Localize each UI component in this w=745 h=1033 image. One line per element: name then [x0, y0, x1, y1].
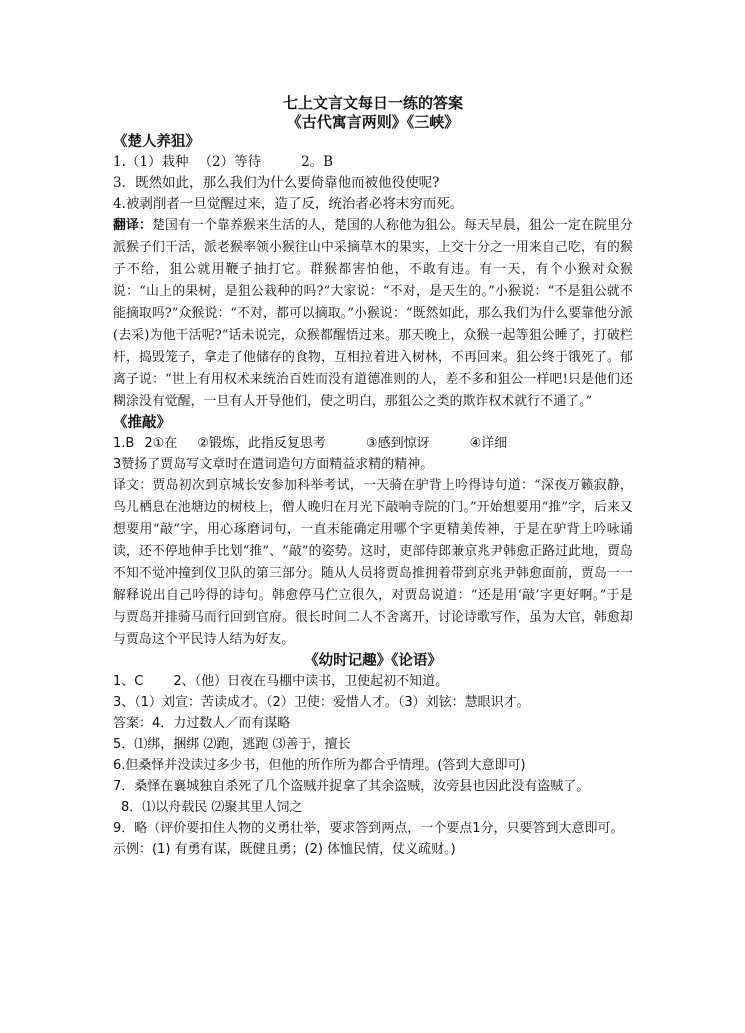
section-heading-tuiqiao: 《推敲》	[113, 414, 171, 431]
youshi-answer-8: 8．⑴以舟载民 ⑵聚其里人饲之	[121, 800, 303, 815]
youshi-answer-9: 9．略（评价要扣住人物的义勇壮举，要求答到两点，一个要点1分，只要答到大意即可。示例：(1) 有勇有谋，既健且勇；(2) 体恤民情，仗义疏财。)	[113, 821, 624, 857]
youshi-answer-4: 答案：4．力过数人／而有谋略	[113, 716, 291, 731]
youshi-answer-3: 3、（1）刘宣：苦读成才。（2）卫使：爱惜人才。（3）刘铉：慧眼识才。	[113, 695, 530, 710]
tuiqiao-answer-2-1: 2①在	[144, 436, 178, 451]
youshi-answer-6: 6.但桑怿并没读过多少书，但他的所作所为都合乎情理。(答到大意即可)	[113, 758, 526, 773]
translation-churen-yangju	[113, 215, 633, 413]
translation-tuiqiao: 译文：贾岛初次到京城长安参加科举考试，一天骑在驴背上吟得诗句道：“深夜万籁寂静，鸟儿栖息在池塘边的树枝上，僧人晚归在月光下敲响寺院的门。”开始想要用“推”字，后来又想要用“敲”字，用心琢磨词句，一直未能确定用哪个字更精美传神，于是在驴背上吟咏诵读，还不停地伸手比划“推”、“敲”的姿势。这时，吏部侍郎兼京兆尹韩愈正路过此地，贾岛不知不觉冲撞到仪卫队的第三部分。随从人员将贾岛推拥着带到京兆尹韩愈面前，贾岛一一解释说出自己吟得的诗句。韩愈停马伫立很久，对贾岛说道：“还是用‘敲’字更好啊。”于是与贾岛并排骑马而行回到官府。很长时间二人不舍离开，讨论诗歌写作，虽为大官，韩愈却与贾岛这个平民诗人结为好友。	[113, 478, 633, 647]
tuiqiao-answer-1: 1.B	[113, 436, 135, 451]
answer-2: 2。B	[301, 154, 334, 170]
tuiqiao-answer-2-4: ④详细	[469, 436, 508, 451]
tuiqiao-answer-2-3: ③感到惊讶	[365, 436, 430, 451]
section-heading-youshi-jiqu: 《幼时记趣》《论语》	[304, 652, 442, 669]
document-subtitle: 《古代寓言两则》《三峡》	[286, 113, 460, 131]
youshi-answer-5: 5．⑴绑，捆绑 ⑵跑，逃跑 ⑶善于，擅长	[113, 737, 351, 752]
answer-1-2: （2）等待	[198, 154, 262, 170]
youshi-answers-1-2	[113, 671, 633, 692]
tuiqiao-answers-1-2	[113, 433, 633, 454]
answer-document	[113, 94, 633, 860]
tuiqiao-answer-3: 3赞扬了贾岛写文章时在遣词造句方面精益求精的精神。	[113, 457, 434, 472]
tuiqiao-answer-2-2: ②锻炼，此指反复思考	[197, 436, 326, 451]
translation-lead: 翻译：	[113, 218, 153, 233]
answer-1-line	[113, 152, 633, 173]
youshi-answer-1: 1、C	[113, 674, 144, 689]
youshi-answer-2: 2、（他）日夜在马棚中读书，卫使起初不知道。	[173, 674, 449, 689]
youshi-answer-7: 7．桑怿在襄城独自杀死了几个盗贼并捉拿了其余盗贼，汝旁县也因此没有盗贼了。	[113, 779, 590, 794]
translation-body: 楚国有一个靠养猴来生活的人，楚国的人称他为狙公。每天早晨，狙公一定在院里分派猴子们干活，派老猴率领小猴往山中采摘草木的果实，上交十分之一用来自己吃，有的猴子不给，狙公就用鞭子抽打它。群猴都害怕他，不敢有违。有一天，有个小猴对众猴说：“山上的果树，是狙公栽种的吗?”大家说：“不对，是天生的。”小猴说：“不是狙公就不能摘取吗?”众猴说：“不对，都可以摘取。”小猴说：“既然如此，那么我们为什么要靠他分派(去采)为他干活呢?”话未说完，众猴都醒悟过来。那天晚上，众猴一起等狙公睡了，打破栏杆，捣毁笼子，拿走了他储存的食物，互相拉着进入树林，不再回来。狙公终于饿死了。郁离子说：“世上有用权术来统治百姓而没有道德准则的人，差不多和狙公一样吧!只是他们还糊涂没有觉醒，一旦有人开导他们，使之明白，那狙公之类的欺诈权术就行不通了。”	[113, 218, 633, 409]
answer-3: 3．既然如此，那么我们为什么要倚靠他而被他役使呢?	[113, 175, 440, 191]
document-title: 七上文言文每日一练的答案	[282, 94, 463, 112]
section-heading-churen-yangju: 《楚人养狙》	[113, 133, 200, 150]
answer-1-1: 1.（1）栽种	[113, 154, 189, 170]
answer-4: 4.被剥削者一旦觉醒过来，造了反，统治者必将末穷而死。	[113, 196, 464, 212]
